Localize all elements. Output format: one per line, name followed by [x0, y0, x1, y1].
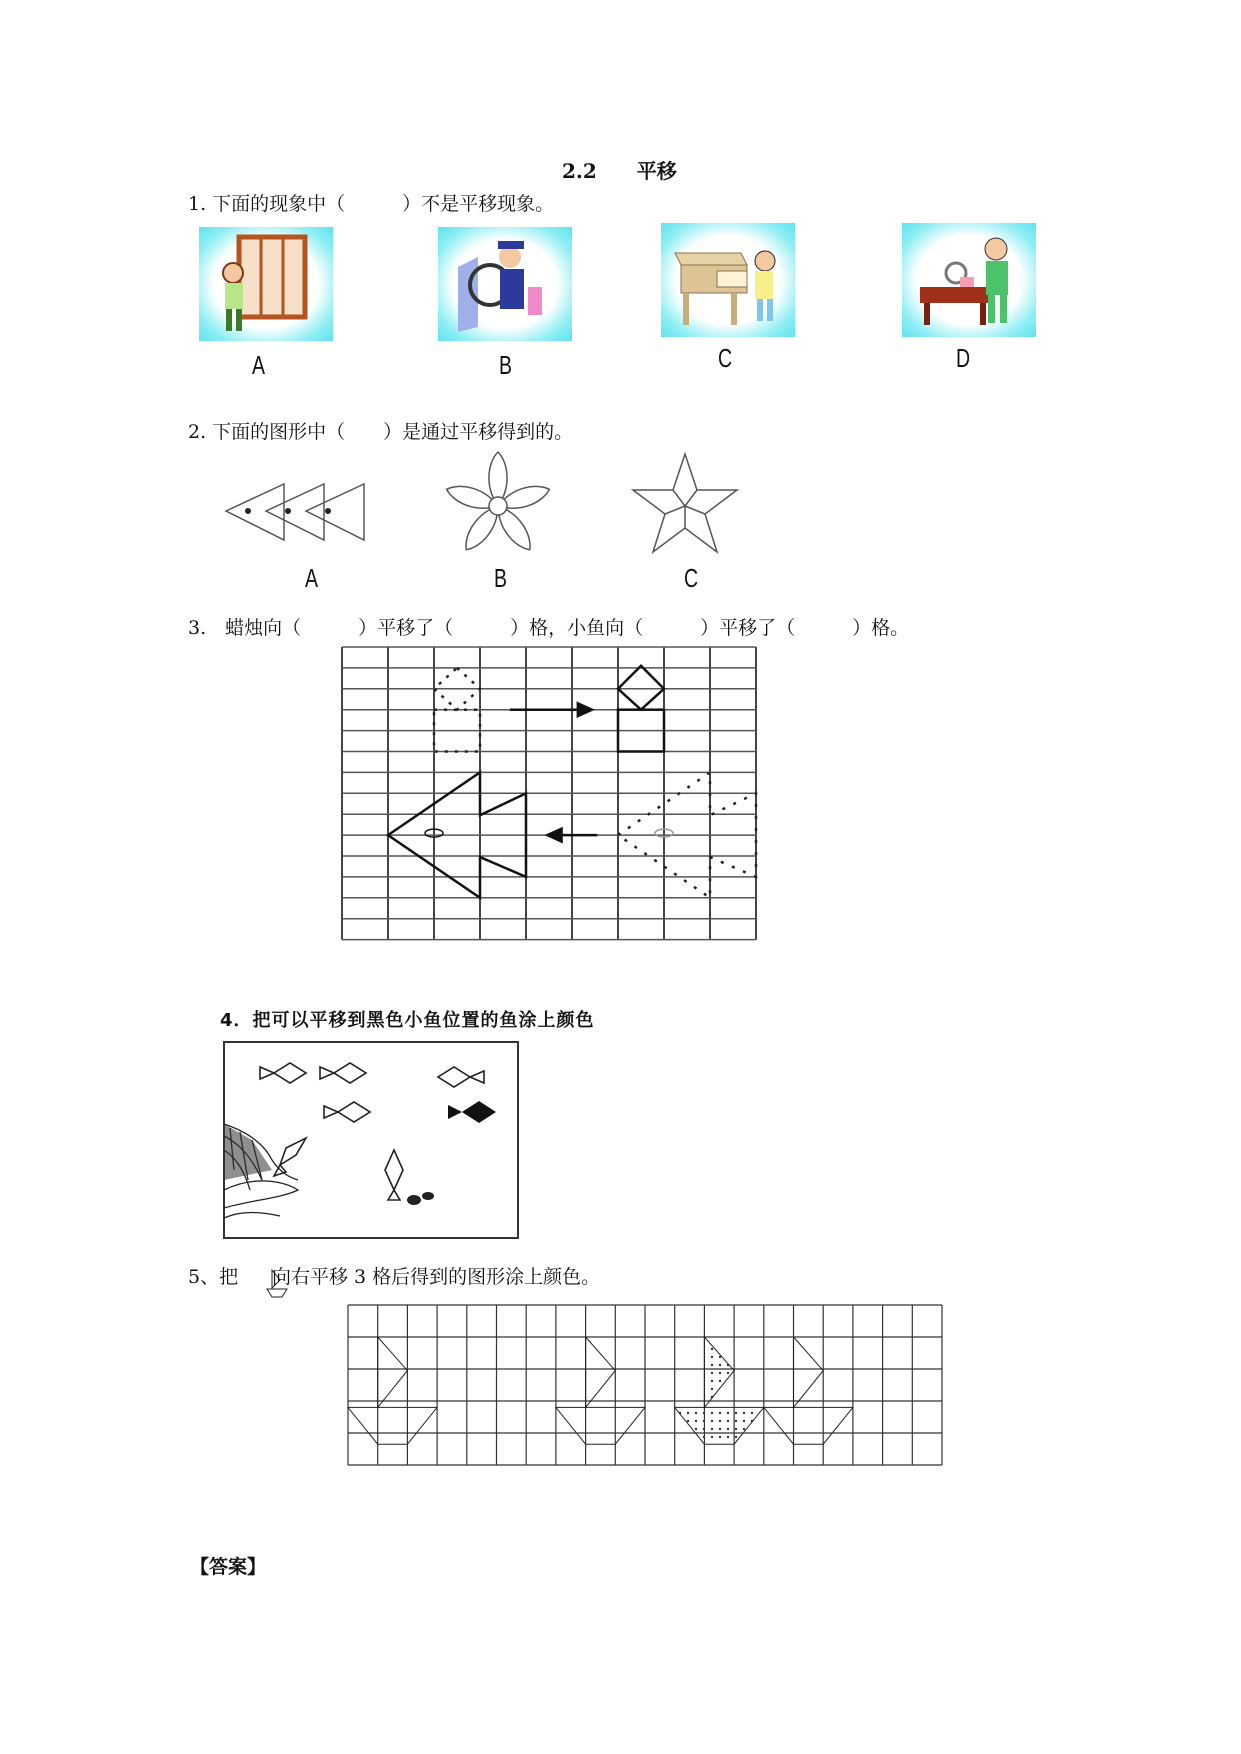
picture-frame — [224, 1042, 518, 1238]
question-5-text-before: 5、把 — [188, 1266, 239, 1288]
q1-option-a-picture — [199, 227, 333, 341]
q1-option-c-picture — [661, 223, 795, 337]
q4-fish-picture — [222, 1040, 522, 1242]
five-petal-flower-figure — [438, 449, 558, 563]
boat-hull — [556, 1407, 645, 1444]
boy-sliding-window-icon — [199, 227, 333, 341]
q1-option-b-label: B — [499, 350, 513, 380]
boy-pulling-drawer-icon — [661, 223, 795, 337]
q2-option-a-label: A — [305, 563, 319, 593]
boat-sail-shaded — [704, 1337, 734, 1407]
boat-hull — [764, 1407, 853, 1444]
page-title: 2.2 平移 — [562, 159, 677, 183]
q2-option-c-label: C — [684, 563, 699, 593]
answer-heading: 【答案】 — [190, 1556, 267, 1578]
question-4-text: 4．把可以平移到黑色小鱼位置的鱼涂上颜色 — [220, 1010, 595, 1031]
star-figure — [628, 452, 742, 560]
man-using-machine-icon — [902, 223, 1036, 337]
arrow-right-head — [577, 701, 595, 718]
arrow-left-head — [544, 827, 562, 844]
q5-boat-grid — [346, 1303, 946, 1469]
question-3-text: 3. 蜡烛向（ ）平移了（ ）格，小鱼向（ ）平移了（ ）格。 — [188, 617, 910, 639]
q1-option-d-picture — [902, 223, 1036, 337]
q1-option-c-label: C — [718, 343, 733, 373]
boat-hull-shaded — [675, 1407, 764, 1444]
boat-hull — [348, 1407, 437, 1444]
question-5-text-after: 向右平移 3 格后得到的图形涂上颜色。 — [272, 1266, 601, 1288]
question-2-text: 2. 下面的图形中（ ）是通过平移得到的。 — [188, 421, 574, 443]
driver-steering-wheel-icon — [438, 227, 572, 341]
question-1-text: 1. 下面的现象中（ ）不是平移现象。 — [188, 193, 555, 215]
candle-flame — [618, 666, 664, 710]
q2-option-b-label: B — [494, 563, 508, 593]
boat-sail — [378, 1337, 408, 1407]
q1-option-d-label: D — [956, 343, 971, 373]
q1-option-a-label: A — [252, 350, 266, 380]
boat-sail — [794, 1337, 824, 1407]
three-triangles-figure — [220, 478, 370, 548]
q3-translation-grid — [338, 643, 762, 945]
boat-sail — [586, 1337, 616, 1407]
q1-option-b-picture — [438, 227, 572, 341]
